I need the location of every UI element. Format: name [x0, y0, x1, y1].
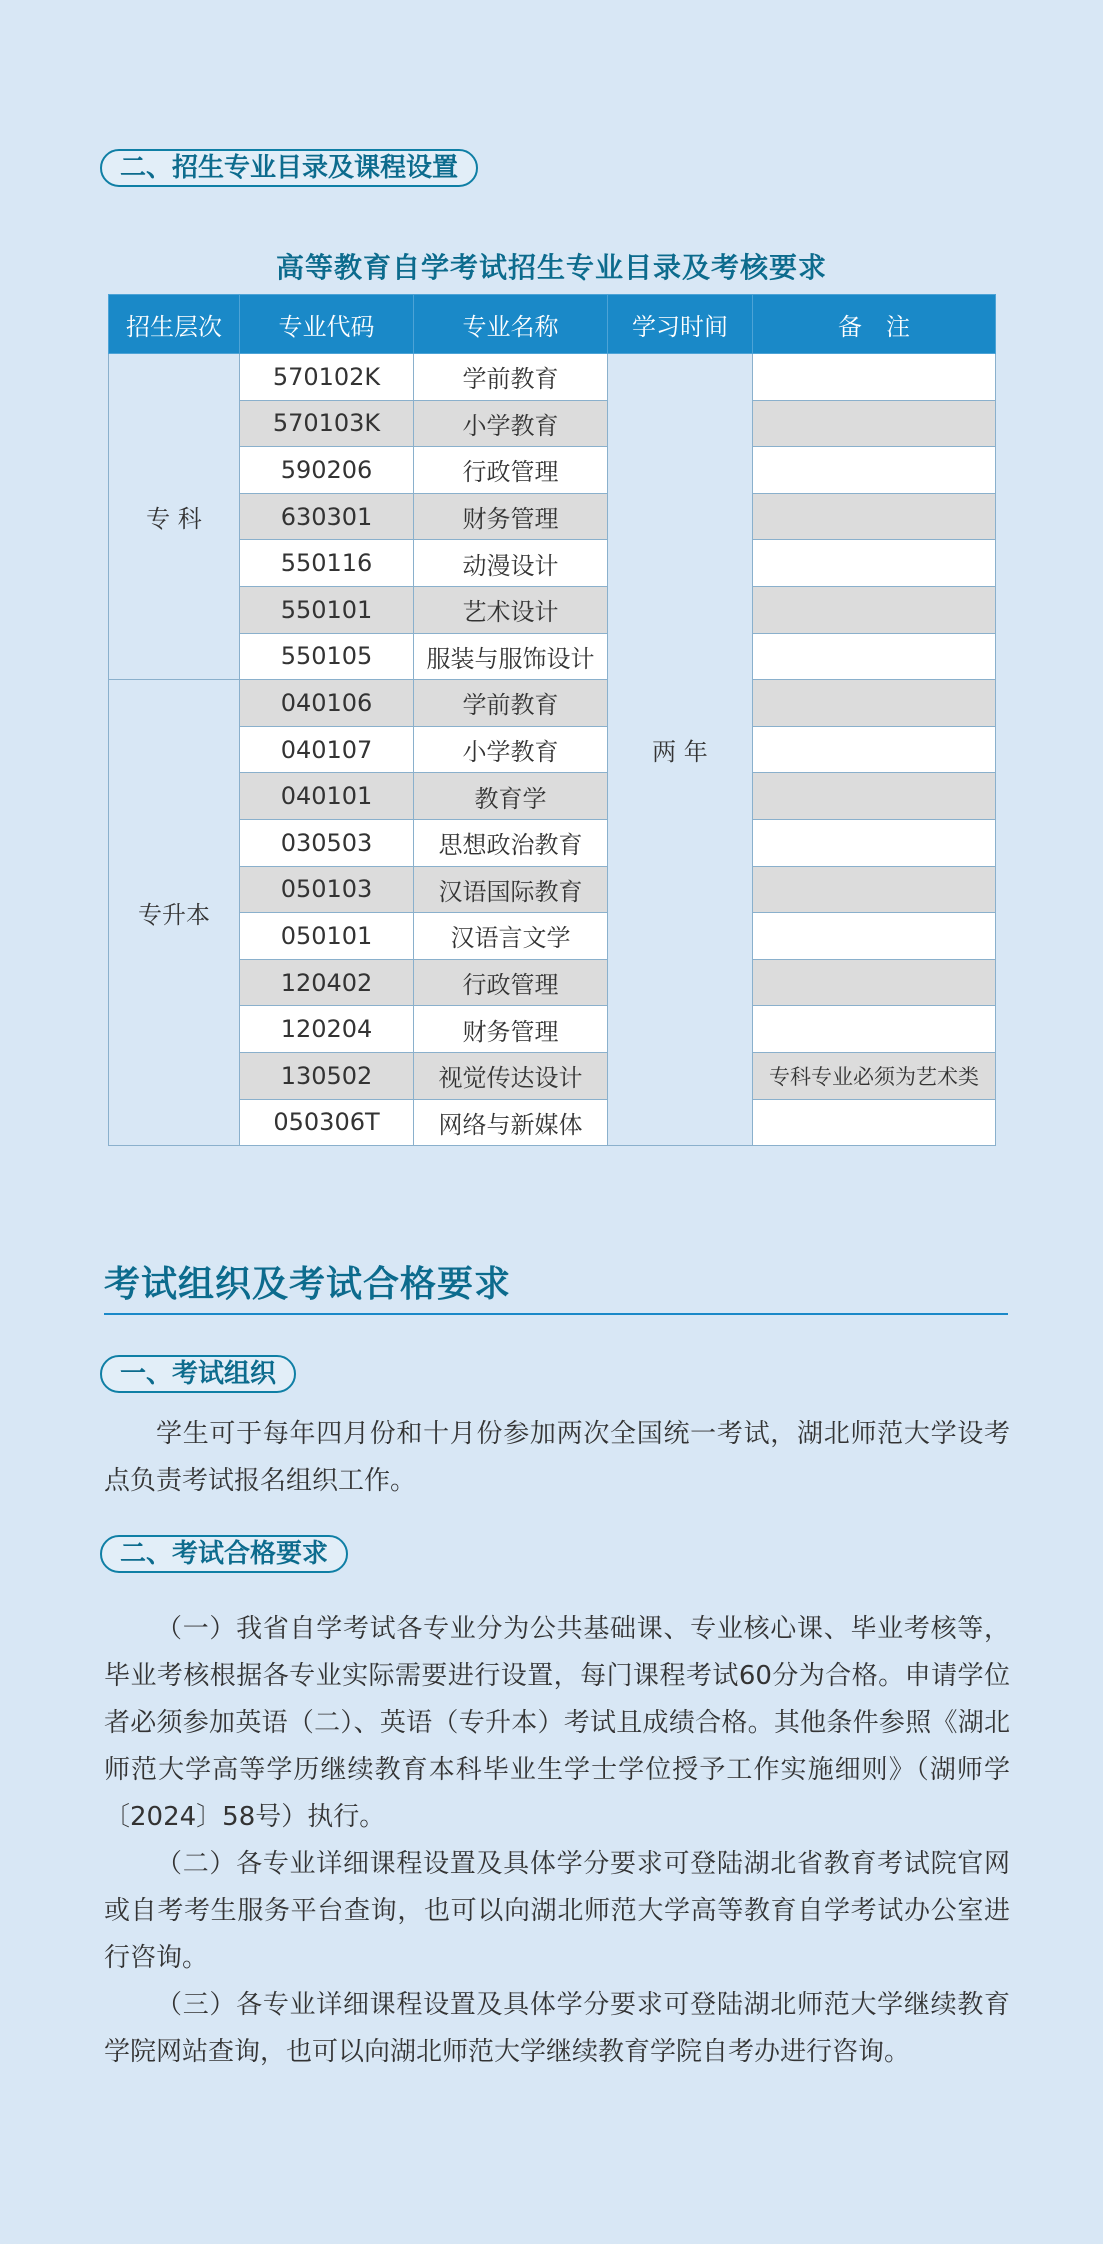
exam-requirements-paragraphs — [104, 1606, 1010, 2076]
remark-cell — [753, 726, 996, 773]
table-row — [109, 447, 996, 494]
remark-cell — [753, 1099, 996, 1146]
table-row — [109, 819, 996, 866]
level-cell-zhuanke: 专 科 — [109, 354, 240, 680]
major-name-cell: 行政管理 — [414, 447, 608, 494]
table-row — [109, 959, 996, 1006]
section-divider — [104, 1313, 1008, 1315]
remark-cell — [753, 1006, 996, 1053]
code-cell: 050306T — [240, 1099, 414, 1146]
exam-section-heading: 考试组织及考试合格要求 — [104, 1264, 512, 1305]
code-cell: 550101 — [240, 586, 414, 633]
header-name: 专业名称 — [414, 295, 608, 354]
remark-cell — [753, 400, 996, 447]
table-header-row — [109, 295, 996, 354]
code-cell: 570103K — [240, 400, 414, 447]
code-cell: 040106 — [240, 680, 414, 727]
major-name-cell: 汉语国际教育 — [414, 866, 608, 913]
major-name-cell: 思想政治教育 — [414, 819, 608, 866]
section-pill-exam-org: 一、考试组织 — [100, 1355, 296, 1393]
table-row — [109, 586, 996, 633]
major-name-cell: 小学教育 — [414, 400, 608, 447]
exam-org-text: 学生可于每年四月份和十月份参加两次全国统一考试，湖北师范大学设考点负责考试报名组织工作。 — [104, 1419, 1010, 1496]
remark-cell: 专科专业必须为艺术类 — [753, 1052, 996, 1099]
majors-table — [108, 294, 996, 1146]
duration-cell: 两 年 — [608, 354, 753, 1146]
remark-cell — [753, 633, 996, 680]
code-cell: 040107 — [240, 726, 414, 773]
table-row — [109, 400, 996, 447]
table-row — [109, 866, 996, 913]
table-row — [109, 726, 996, 773]
code-cell: 030503 — [240, 819, 414, 866]
table-row — [109, 633, 996, 680]
major-name-cell: 服装与服饰设计 — [414, 633, 608, 680]
section-pill-exam-requirements: 二、考试合格要求 — [100, 1535, 348, 1573]
major-name-cell: 财务管理 — [414, 493, 608, 540]
table-row — [109, 773, 996, 820]
code-cell: 040101 — [240, 773, 414, 820]
remark-cell — [753, 866, 996, 913]
exam-org-paragraph — [104, 1411, 1010, 1505]
table-row — [109, 1052, 996, 1099]
code-cell: 590206 — [240, 447, 414, 494]
major-name-cell: 视觉传达设计 — [414, 1052, 608, 1099]
level-cell-zhuanshengben: 专升本 — [109, 680, 240, 1146]
remark-cell — [753, 493, 996, 540]
code-cell: 050101 — [240, 913, 414, 960]
code-cell: 550105 — [240, 633, 414, 680]
major-name-cell: 财务管理 — [414, 1006, 608, 1053]
code-cell: 630301 — [240, 493, 414, 540]
code-cell: 120402 — [240, 959, 414, 1006]
major-name-cell: 网络与新媒体 — [414, 1099, 608, 1146]
section-pill-enrollment: 二、招生专业目录及课程设置 — [100, 149, 478, 187]
header-code: 专业代码 — [240, 295, 414, 354]
table-row — [109, 680, 996, 727]
remark-cell — [753, 680, 996, 727]
remark-cell — [753, 773, 996, 820]
remark-cell — [753, 586, 996, 633]
table-row — [109, 1006, 996, 1053]
table-row — [109, 1099, 996, 1146]
remark-cell — [753, 540, 996, 587]
major-name-cell: 艺术设计 — [414, 586, 608, 633]
remark-cell — [753, 913, 996, 960]
major-name-cell: 汉语言文学 — [414, 913, 608, 960]
requirement-paragraph: （一）我省自学考试各专业分为公共基础课、专业核心课、毕业考核等，毕业考核根据各专业实际需要进行设置，每门课程考试60分为合格。申请学位者必须参加英语（二）、英语（专升本）考试且成绩合格。其他条件参照《湖北师范大学高等学历继续教育本科毕业生学士学位授予工作实施细则》（湖师学〔2024〕58号）执行。 — [104, 1614, 1010, 1832]
table-row — [109, 493, 996, 540]
remark-cell — [753, 959, 996, 1006]
code-cell: 550116 — [240, 540, 414, 587]
code-cell: 120204 — [240, 1006, 414, 1053]
code-cell: 570102K — [240, 354, 414, 401]
requirement-paragraph: （二）各专业详细课程设置及具体学分要求可登陆湖北省教育考试院官网或自考考生服务平台查询，也可以向湖北师范大学高等教育自学考试办公室进行咨询。 — [104, 1849, 1010, 1973]
remark-cell — [753, 447, 996, 494]
major-name-cell: 学前教育 — [414, 354, 608, 401]
major-name-cell: 动漫设计 — [414, 540, 608, 587]
major-name-cell: 行政管理 — [414, 959, 608, 1006]
major-name-cell: 学前教育 — [414, 680, 608, 727]
code-cell: 050103 — [240, 866, 414, 913]
major-name-cell: 教育学 — [414, 773, 608, 820]
remark-cell — [753, 819, 996, 866]
remark-cell — [753, 354, 996, 401]
header-remark: 备 注 — [753, 295, 996, 354]
table-row — [109, 913, 996, 960]
table-row — [109, 354, 996, 401]
header-duration: 学习时间 — [608, 295, 753, 354]
requirement-paragraph: （三）各专业详细课程设置及具体学分要求可登陆湖北师范大学继续教育学院网站查询，也可以向湖北师范大学继续教育学院自考办进行咨询。 — [104, 1990, 1010, 2067]
header-level: 招生层次 — [109, 295, 240, 354]
table-title: 高等教育自学考试招生专业目录及考核要求 — [275, 251, 827, 284]
major-name-cell: 小学教育 — [414, 726, 608, 773]
table-row — [109, 540, 996, 587]
code-cell: 130502 — [240, 1052, 414, 1099]
